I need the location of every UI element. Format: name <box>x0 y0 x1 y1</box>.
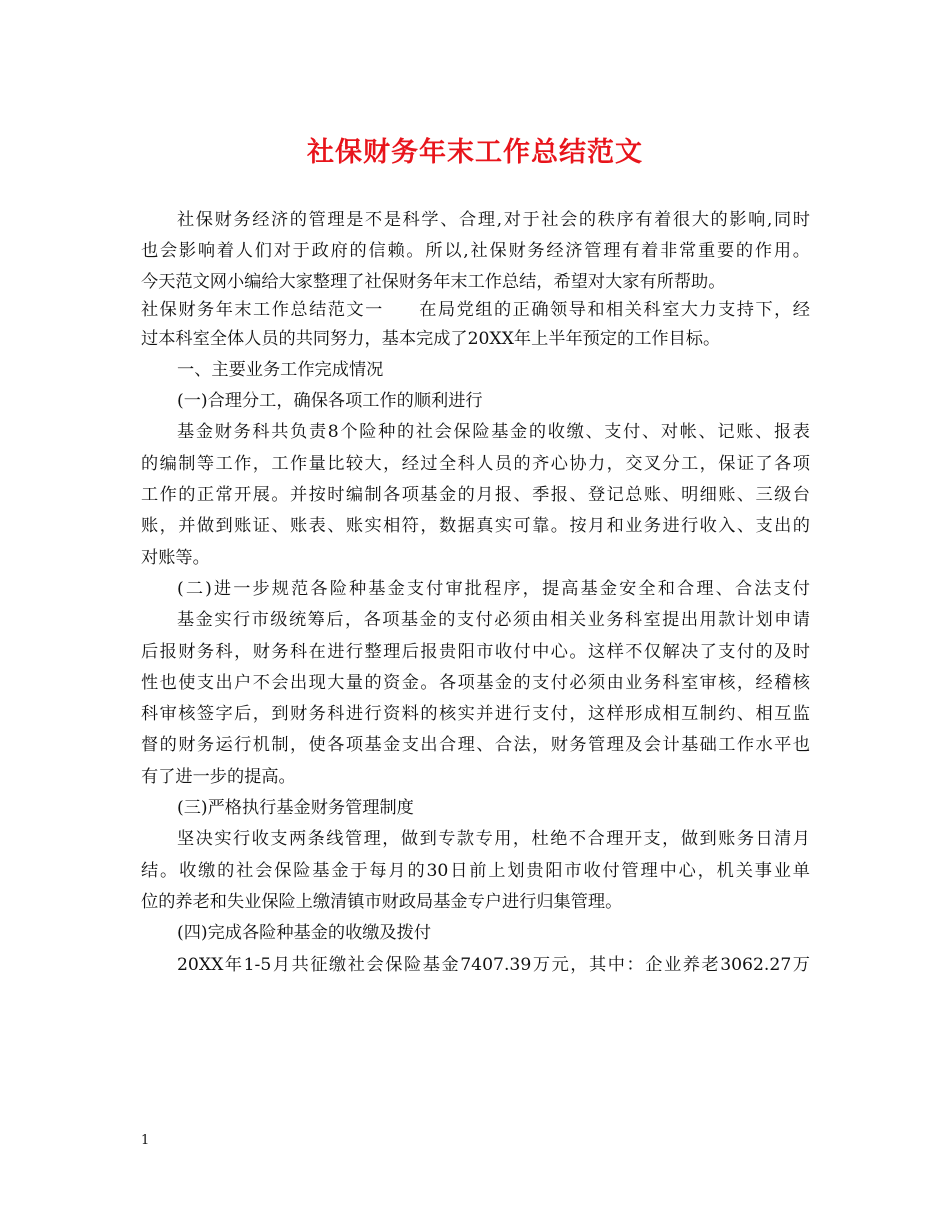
subsection-heading: (二)进一步规范各险种基金支付审批程序，提高基金安全和合理、合法支付 <box>177 578 810 599</box>
text-line: 也会影响着人们对于政府的信赖。所以,社保财务经济管理有着非常重要的作用。 <box>141 241 810 262</box>
text-line: 过本科室全体人员的共同努力，基本完成了20XX年上半年预定的工作目标。 <box>141 328 721 349</box>
subsection-heading: (一)合理分工，确保各项工作的顺利进行 <box>177 391 483 412</box>
text-line: 结。收缴的社会保险基金于每月的30日前上划贵阳市收付管理中心，机关事业单 <box>141 860 810 881</box>
text-line: 的编制等工作，工作量比较大，经过全科人员的齐心协力，交叉分工，保证了各项 <box>141 453 810 474</box>
section-heading: 社保财务年末工作总结范文一 <box>141 299 384 320</box>
text-line: 今天范文网小编给大家整理了社保财务年末工作总结，希望对大家有所帮助。 <box>141 271 726 292</box>
text-line: 坚决实行收支两条线管理，做到专款专用，杜绝不合理开支，做到账务日清月 <box>177 829 810 850</box>
text-line: 20XX年1-5月共征缴社会保险基金7407.39万元，其中：企业养老3062.27万 <box>177 954 810 975</box>
text-span: 在局党组的正确领导和相关科室大力支持下，经 <box>417 299 810 320</box>
text-line: 性也使支出户不会出现大量的资金。各项基金的支付必须由业务科室审核，经稽核 <box>141 672 810 693</box>
text-line: 后报财务科，财务科在进行整理后报贵阳市收付中心。这样不仅解决了支付的及时 <box>141 641 810 662</box>
text-line: 基金财务科共负责8个险种的社会保险基金的收缴、支付、对帐、记账、报表 <box>177 422 810 443</box>
subsection-heading: (四)完成各险种基金的收缴及拨付 <box>177 923 432 944</box>
text-line: 社保财务经济的管理是不是科学、合理,对于社会的秩序有着很大的影响,同时 <box>177 210 810 230</box>
text-line: 有了进一步的提高。 <box>141 766 296 787</box>
subsection-heading: (三)严格执行基金财务管理制度 <box>177 798 414 819</box>
document-body <box>141 205 810 981</box>
text-line: 对账等。 <box>141 547 210 568</box>
page-number: 1 <box>141 1133 150 1148</box>
text-line: 科审核签字后，到财务科进行资料的核实并进行支付，这样形成相互制约、相互监 <box>141 704 810 725</box>
text-line <box>141 296 810 324</box>
page-title: 社保财务年末工作总结范文 <box>307 137 643 168</box>
text-line: 账，并做到账证、账表、账实相符，数据真实可靠。按月和业务进行收入、支出的 <box>141 516 810 537</box>
text-line: 位的养老和失业保险上缴清镇市财政局基金专户进行归集管理。 <box>141 891 623 912</box>
text-line: 基金实行市级统筹后，各项基金的支付必须由相关业务科室提出用款计划申请 <box>177 610 810 631</box>
text-line: 工作的正常开展。并按时编制各项基金的月报、季报、登记总账、明细账、三级台 <box>141 485 810 506</box>
text-line: 督的财务运行机制，使各项基金支出合理、合法，财务管理及会计基础工作水平也 <box>141 735 810 756</box>
section-heading: 一、主要业务工作完成情况 <box>177 359 384 380</box>
